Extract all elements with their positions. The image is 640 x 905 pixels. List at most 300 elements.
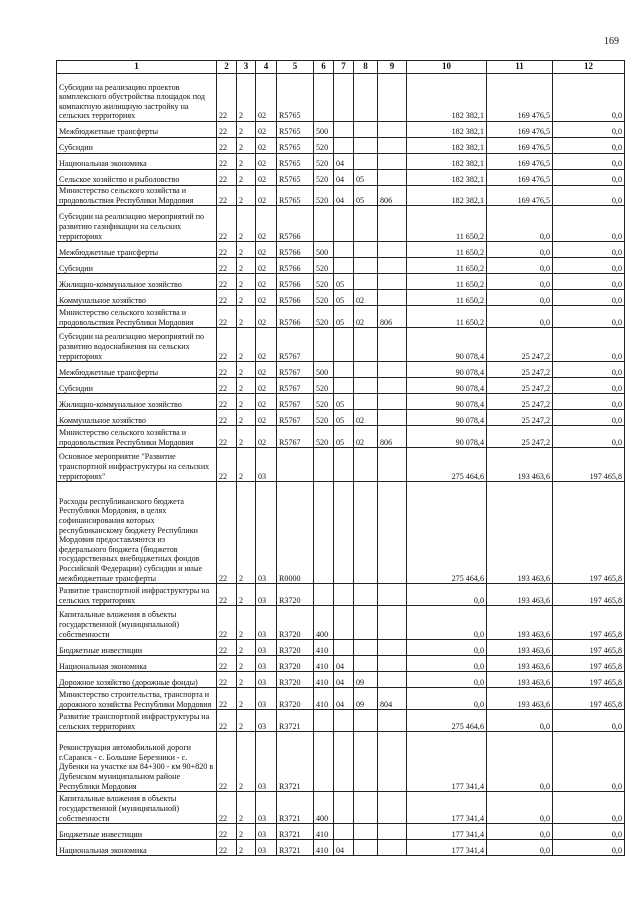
cell-ministry-code: 22: [217, 362, 237, 378]
cell-expense-type: 410: [314, 640, 334, 656]
column-header-5: 5: [277, 61, 314, 74]
table-row: [57, 258, 625, 274]
cell-amount-year-3: 0,0: [553, 290, 625, 306]
cell-subdivision: 02: [354, 410, 378, 426]
cell-target-article: R5765: [277, 138, 314, 154]
cell-agency-code: [378, 710, 407, 732]
column-header-1: 1: [57, 61, 217, 74]
table-row: [57, 840, 625, 856]
cell-subdivision: [354, 206, 378, 242]
cell-name: Капитальные вложения в объекты государственной (муниципальной) собственности: [57, 792, 217, 824]
cell-amount-year-1: 90 078,4: [407, 328, 487, 362]
cell-amount-year-1: 182 382,1: [407, 122, 487, 138]
cell-amount-year-3: 197 465,8: [553, 584, 625, 606]
cell-amount-year-3: 0,0: [553, 170, 625, 186]
cell-amount-year-2: 169 476,5: [487, 74, 553, 122]
cell-ministry-code: 22: [217, 258, 237, 274]
cell-subsection-code: 03: [256, 732, 277, 792]
table-header-row: [57, 61, 625, 74]
cell-expense-type: [314, 328, 334, 362]
table-row: [57, 394, 625, 410]
cell-target-article: R5767: [277, 378, 314, 394]
cell-agency-code: [378, 640, 407, 656]
cell-subdivision: [354, 792, 378, 824]
cell-target-article: R3721: [277, 840, 314, 856]
cell-division: 05: [334, 426, 354, 448]
cell-amount-year-2: 0,0: [487, 242, 553, 258]
cell-division: [334, 732, 354, 792]
cell-subdivision: [354, 710, 378, 732]
cell-amount-year-3: 197 465,8: [553, 656, 625, 672]
cell-name: Субсидии на реализацию проектов комплексного обустройства площадок под компактную жилищную застройку на сельских территориях: [57, 74, 217, 122]
cell-section-code: 2: [237, 710, 256, 732]
cell-division: [334, 824, 354, 840]
cell-target-article: R3721: [277, 710, 314, 732]
table-row: [57, 206, 625, 242]
cell-expense-type: 400: [314, 606, 334, 640]
cell-ministry-code: 22: [217, 656, 237, 672]
cell-amount-year-3: 0,0: [553, 206, 625, 242]
cell-amount-year-2: 0,0: [487, 732, 553, 792]
cell-section-code: 2: [237, 448, 256, 482]
cell-expense-type: [314, 206, 334, 242]
table-row: [57, 606, 625, 640]
cell-ministry-code: 22: [217, 170, 237, 186]
cell-expense-type: 520: [314, 378, 334, 394]
cell-target-article: R5767: [277, 410, 314, 426]
cell-agency-code: [378, 482, 407, 584]
cell-name: Национальная экономика: [57, 154, 217, 170]
cell-expense-type: [314, 448, 334, 482]
cell-subsection-code: 03: [256, 482, 277, 584]
cell-target-article: R5765: [277, 154, 314, 170]
cell-section-code: 2: [237, 290, 256, 306]
cell-amount-year-3: 0,0: [553, 306, 625, 328]
cell-division: [334, 122, 354, 138]
cell-subdivision: [354, 482, 378, 584]
cell-section-code: 2: [237, 186, 256, 206]
cell-subsection-code: 03: [256, 606, 277, 640]
cell-division: 04: [334, 186, 354, 206]
cell-target-article: R3721: [277, 824, 314, 840]
table-row: [57, 378, 625, 394]
cell-ministry-code: 22: [217, 394, 237, 410]
cell-amount-year-2: 0,0: [487, 710, 553, 732]
cell-division: [334, 362, 354, 378]
cell-amount-year-1: 90 078,4: [407, 362, 487, 378]
cell-subsection-code: 02: [256, 378, 277, 394]
cell-subdivision: [354, 362, 378, 378]
cell-expense-type: 520: [314, 426, 334, 448]
cell-subdivision: [354, 584, 378, 606]
cell-subdivision: 09: [354, 672, 378, 688]
cell-agency-code: [378, 328, 407, 362]
cell-agency-code: [378, 606, 407, 640]
cell-section-code: 2: [237, 378, 256, 394]
cell-section-code: 2: [237, 154, 256, 170]
table-row: [57, 732, 625, 792]
cell-name: Развитие транспортной инфраструктуры на сельских территориях: [57, 584, 217, 606]
cell-subdivision: 02: [354, 426, 378, 448]
cell-name: Субсидии на реализацию мероприятий по развитию газификации на сельских территориях: [57, 206, 217, 242]
cell-amount-year-1: 90 078,4: [407, 378, 487, 394]
cell-subsection-code: 02: [256, 242, 277, 258]
cell-target-article: R3720: [277, 606, 314, 640]
cell-agency-code: [378, 242, 407, 258]
cell-subsection-code: 02: [256, 274, 277, 290]
cell-amount-year-2: 0,0: [487, 840, 553, 856]
cell-section-code: 2: [237, 840, 256, 856]
cell-ministry-code: 22: [217, 274, 237, 290]
cell-subdivision: 02: [354, 306, 378, 328]
cell-subdivision: [354, 122, 378, 138]
cell-expense-type: 520: [314, 410, 334, 426]
cell-ministry-code: 22: [217, 840, 237, 856]
cell-section-code: 2: [237, 732, 256, 792]
cell-ministry-code: 22: [217, 306, 237, 328]
cell-ministry-code: 22: [217, 824, 237, 840]
cell-amount-year-3: 0,0: [553, 328, 625, 362]
column-header-7: 7: [334, 61, 354, 74]
cell-division: [334, 606, 354, 640]
cell-subsection-code: 02: [256, 170, 277, 186]
cell-name: Межбюджетные трансферты: [57, 242, 217, 258]
cell-subsection-code: 02: [256, 138, 277, 154]
cell-amount-year-1: 90 078,4: [407, 394, 487, 410]
cell-target-article: R5766: [277, 258, 314, 274]
cell-amount-year-2: 169 476,5: [487, 154, 553, 170]
cell-expense-type: 520: [314, 274, 334, 290]
cell-amount-year-2: 193 463,6: [487, 606, 553, 640]
cell-section-code: 2: [237, 74, 256, 122]
cell-target-article: R5767: [277, 426, 314, 448]
cell-division: [334, 710, 354, 732]
cell-division: 04: [334, 170, 354, 186]
cell-expense-type: 500: [314, 122, 334, 138]
cell-target-article: R5766: [277, 274, 314, 290]
cell-expense-type: 400: [314, 792, 334, 824]
cell-subdivision: 05: [354, 186, 378, 206]
cell-expense-type: 520: [314, 138, 334, 154]
cell-amount-year-2: 193 463,6: [487, 640, 553, 656]
cell-ministry-code: 22: [217, 290, 237, 306]
cell-amount-year-2: 0,0: [487, 258, 553, 274]
cell-amount-year-2: 169 476,5: [487, 122, 553, 138]
cell-subsection-code: 02: [256, 186, 277, 206]
cell-amount-year-3: 0,0: [553, 426, 625, 448]
column-header-3: 3: [237, 61, 256, 74]
cell-division: [334, 792, 354, 824]
cell-subsection-code: 02: [256, 328, 277, 362]
cell-target-article: R5767: [277, 394, 314, 410]
cell-target-article: R5766: [277, 242, 314, 258]
column-header-6: 6: [314, 61, 334, 74]
cell-amount-year-1: 182 382,1: [407, 138, 487, 154]
cell-amount-year-2: 0,0: [487, 206, 553, 242]
cell-section-code: 2: [237, 258, 256, 274]
cell-subsection-code: 03: [256, 710, 277, 732]
cell-expense-type: [314, 732, 334, 792]
cell-name: Капитальные вложения в объекты государственной (муниципальной) собственности: [57, 606, 217, 640]
cell-amount-year-3: 0,0: [553, 378, 625, 394]
cell-target-article: R5765: [277, 74, 314, 122]
cell-section-code: 2: [237, 138, 256, 154]
cell-amount-year-1: 11 650,2: [407, 206, 487, 242]
cell-name: Субсидии: [57, 138, 217, 154]
cell-name: Жилищно-коммунальное хозяйство: [57, 394, 217, 410]
cell-amount-year-1: 90 078,4: [407, 410, 487, 426]
cell-name: Основное мероприятие "Развитие транспортной инфраструктуры на сельских территориях": [57, 448, 217, 482]
cell-subdivision: [354, 448, 378, 482]
cell-subdivision: [354, 274, 378, 290]
cell-expense-type: 410: [314, 688, 334, 710]
cell-subsection-code: 03: [256, 656, 277, 672]
cell-division: 04: [334, 154, 354, 170]
column-header-11: 11: [487, 61, 553, 74]
cell-subdivision: [354, 656, 378, 672]
cell-target-article: R3720: [277, 640, 314, 656]
cell-subdivision: [354, 242, 378, 258]
cell-ministry-code: 22: [217, 584, 237, 606]
cell-subdivision: [354, 840, 378, 856]
cell-section-code: 2: [237, 672, 256, 688]
cell-section-code: 2: [237, 482, 256, 584]
cell-amount-year-1: 182 382,1: [407, 170, 487, 186]
cell-ministry-code: 22: [217, 138, 237, 154]
cell-ministry-code: 22: [217, 328, 237, 362]
cell-name: Межбюджетные трансферты: [57, 122, 217, 138]
cell-amount-year-3: 0,0: [553, 242, 625, 258]
cell-expense-type: [314, 710, 334, 732]
table-row: [57, 138, 625, 154]
cell-ministry-code: 22: [217, 688, 237, 710]
cell-section-code: 2: [237, 328, 256, 362]
cell-division: [334, 448, 354, 482]
table-row: [57, 792, 625, 824]
cell-name: Субсидии: [57, 378, 217, 394]
column-header-9: 9: [378, 61, 407, 74]
cell-section-code: 2: [237, 792, 256, 824]
cell-name: Бюджетные инвестиции: [57, 824, 217, 840]
cell-amount-year-3: 0,0: [553, 710, 625, 732]
cell-expense-type: 410: [314, 824, 334, 840]
cell-subsection-code: 02: [256, 206, 277, 242]
cell-subsection-code: 03: [256, 640, 277, 656]
cell-subdivision: 02: [354, 290, 378, 306]
cell-section-code: 2: [237, 584, 256, 606]
cell-subsection-code: 03: [256, 824, 277, 840]
cell-section-code: 2: [237, 242, 256, 258]
column-header-4: 4: [256, 61, 277, 74]
cell-agency-code: [378, 824, 407, 840]
cell-name: Развитие транспортной инфраструктуры на сельских территориях: [57, 710, 217, 732]
cell-agency-code: [378, 410, 407, 426]
table-row: [57, 154, 625, 170]
cell-agency-code: [378, 656, 407, 672]
page-number: 169: [604, 36, 619, 47]
cell-agency-code: [378, 584, 407, 606]
cell-subsection-code: 02: [256, 154, 277, 170]
cell-name: Министерство сельского хозяйства и продовольствия Республики Мордовия: [57, 186, 217, 206]
cell-agency-code: [378, 122, 407, 138]
cell-section-code: 2: [237, 426, 256, 448]
cell-subsection-code: 03: [256, 672, 277, 688]
cell-subdivision: [354, 138, 378, 154]
cell-target-article: R5766: [277, 206, 314, 242]
cell-amount-year-3: 0,0: [553, 154, 625, 170]
table-row: [57, 448, 625, 482]
cell-amount-year-2: 25 247,2: [487, 362, 553, 378]
cell-agency-code: 804: [378, 688, 407, 710]
table-row: [57, 426, 625, 448]
cell-expense-type: 520: [314, 394, 334, 410]
cell-amount-year-2: 193 463,6: [487, 448, 553, 482]
cell-expense-type: 500: [314, 242, 334, 258]
cell-target-article: R5765: [277, 186, 314, 206]
cell-amount-year-2: 169 476,5: [487, 138, 553, 154]
cell-amount-year-3: 197 465,8: [553, 606, 625, 640]
cell-amount-year-1: 0,0: [407, 606, 487, 640]
cell-amount-year-3: 0,0: [553, 792, 625, 824]
cell-subsection-code: 02: [256, 290, 277, 306]
cell-subsection-code: 03: [256, 448, 277, 482]
cell-amount-year-1: 0,0: [407, 672, 487, 688]
cell-ministry-code: 22: [217, 74, 237, 122]
cell-amount-year-3: 0,0: [553, 824, 625, 840]
table-row: [57, 290, 625, 306]
cell-subsection-code: 02: [256, 122, 277, 138]
cell-section-code: 2: [237, 206, 256, 242]
table-row: [57, 482, 625, 584]
cell-section-code: 2: [237, 170, 256, 186]
cell-name: Бюджетные инвестиции: [57, 640, 217, 656]
cell-division: [334, 258, 354, 274]
cell-target-article: R3720: [277, 688, 314, 710]
cell-subsection-code: 03: [256, 584, 277, 606]
table-row: [57, 122, 625, 138]
cell-amount-year-1: 177 341,4: [407, 824, 487, 840]
cell-ministry-code: 22: [217, 792, 237, 824]
cell-name: Коммунальное хозяйство: [57, 410, 217, 426]
cell-amount-year-2: 193 463,6: [487, 672, 553, 688]
cell-amount-year-1: 182 382,1: [407, 74, 487, 122]
cell-agency-code: [378, 448, 407, 482]
cell-amount-year-1: 11 650,2: [407, 258, 487, 274]
cell-name: Реконструкция автомобильной дороги г.Саранск - с. Большие Березники - с. Дубенки на участке км 84+300 - км 90+820 в Дубенском муниципальном районе Республики Мордовия: [57, 732, 217, 792]
cell-subdivision: 09: [354, 688, 378, 710]
cell-section-code: 2: [237, 306, 256, 328]
cell-amount-year-1: 0,0: [407, 656, 487, 672]
table-row: [57, 242, 625, 258]
cell-ministry-code: 22: [217, 640, 237, 656]
cell-agency-code: [378, 170, 407, 186]
cell-subsection-code: 03: [256, 792, 277, 824]
cell-division: 05: [334, 290, 354, 306]
cell-amount-year-2: 193 463,6: [487, 688, 553, 710]
cell-amount-year-1: 177 341,4: [407, 732, 487, 792]
cell-subsection-code: 02: [256, 410, 277, 426]
cell-expense-type: 520: [314, 170, 334, 186]
cell-name: Министерство сельского хозяйства и продовольствия Республики Мордовия: [57, 306, 217, 328]
table-row: [57, 656, 625, 672]
cell-agency-code: [378, 138, 407, 154]
cell-division: 05: [334, 410, 354, 426]
cell-expense-type: 520: [314, 290, 334, 306]
cell-amount-year-3: 0,0: [553, 122, 625, 138]
cell-name: Субсидии на реализацию мероприятий по развитию водоснабжения на сельских территориях: [57, 328, 217, 362]
cell-name: Дорожное хозяйство (дорожные фонды): [57, 672, 217, 688]
table-row: [57, 362, 625, 378]
cell-subdivision: [354, 258, 378, 274]
cell-amount-year-2: 25 247,2: [487, 426, 553, 448]
cell-amount-year-2: 0,0: [487, 290, 553, 306]
cell-amount-year-1: 0,0: [407, 584, 487, 606]
cell-agency-code: [378, 840, 407, 856]
budget-table: [56, 60, 625, 856]
cell-section-code: 2: [237, 122, 256, 138]
cell-section-code: 2: [237, 362, 256, 378]
cell-amount-year-2: 193 463,6: [487, 584, 553, 606]
cell-agency-code: [378, 672, 407, 688]
cell-amount-year-2: 169 476,5: [487, 186, 553, 206]
cell-name: Национальная экономика: [57, 840, 217, 856]
cell-agency-code: [378, 362, 407, 378]
cell-target-article: R5767: [277, 328, 314, 362]
cell-amount-year-3: 0,0: [553, 258, 625, 274]
cell-ministry-code: 22: [217, 186, 237, 206]
cell-subdivision: [354, 732, 378, 792]
cell-expense-type: 500: [314, 362, 334, 378]
cell-expense-type: 410: [314, 656, 334, 672]
table-row: [57, 584, 625, 606]
cell-subsection-code: 03: [256, 688, 277, 710]
cell-ministry-code: 22: [217, 448, 237, 482]
cell-subdivision: [354, 154, 378, 170]
cell-target-article: R5766: [277, 306, 314, 328]
cell-section-code: 2: [237, 824, 256, 840]
cell-agency-code: [378, 394, 407, 410]
cell-amount-year-1: 11 650,2: [407, 274, 487, 290]
table-row: [57, 328, 625, 362]
cell-amount-year-1: 275 464,6: [407, 448, 487, 482]
cell-amount-year-3: 0,0: [553, 732, 625, 792]
cell-target-article: R3720: [277, 584, 314, 606]
cell-section-code: 2: [237, 688, 256, 710]
cell-amount-year-2: 25 247,2: [487, 378, 553, 394]
cell-amount-year-1: 275 464,6: [407, 482, 487, 584]
cell-agency-code: [378, 290, 407, 306]
cell-subsection-code: 03: [256, 840, 277, 856]
cell-agency-code: [378, 732, 407, 792]
cell-division: 04: [334, 688, 354, 710]
cell-amount-year-2: 0,0: [487, 824, 553, 840]
cell-amount-year-1: 90 078,4: [407, 426, 487, 448]
cell-ministry-code: 22: [217, 710, 237, 732]
table-row: [57, 306, 625, 328]
cell-amount-year-3: 197 465,8: [553, 448, 625, 482]
cell-amount-year-2: 193 463,6: [487, 656, 553, 672]
cell-target-article: R5765: [277, 170, 314, 186]
cell-name: Расходы республиканского бюджета Республики Мордовия, в целях софинансирования которых республиканскому бюджету Республики Мордовия предоставляются из федерального бюджета (бюджетов государственных внебюджетных фондов Российской Федерации) субсидии и иные межбюджетные трансферты: [57, 482, 217, 584]
cell-subsection-code: 02: [256, 306, 277, 328]
cell-ministry-code: 22: [217, 606, 237, 640]
cell-agency-code: [378, 792, 407, 824]
cell-amount-year-3: 0,0: [553, 186, 625, 206]
cell-section-code: 2: [237, 656, 256, 672]
table-row: [57, 170, 625, 186]
cell-agency-code: 806: [378, 306, 407, 328]
cell-division: 04: [334, 672, 354, 688]
